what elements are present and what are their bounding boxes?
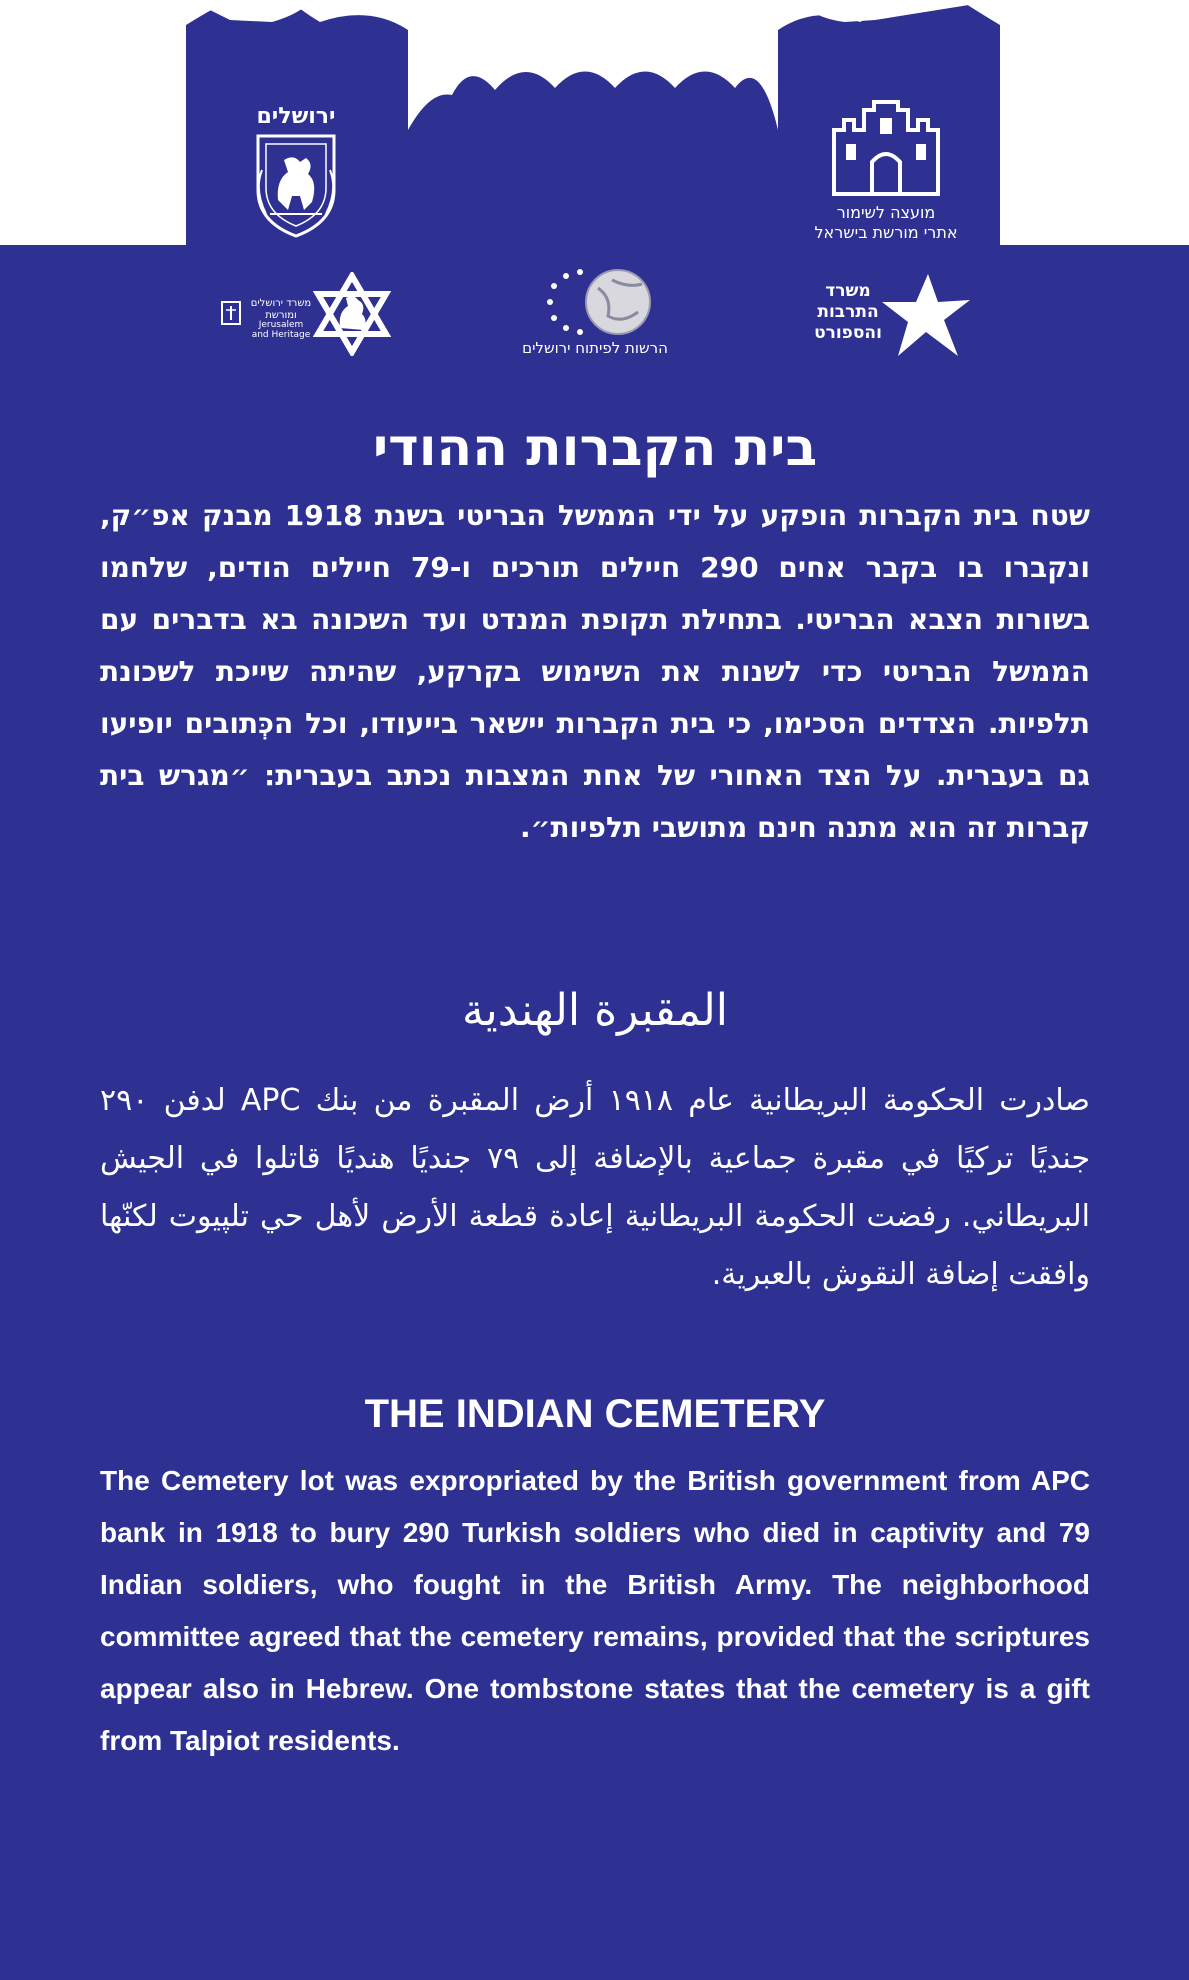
jerusalem-heritage-label-en1-visible: Jerusalem	[258, 320, 304, 330]
hebrew-title: בית הקברות ההודי	[372, 418, 818, 478]
arabic-title: المقبرة الهندية	[461, 985, 729, 1036]
star-of-david-lion-icon	[312, 272, 392, 356]
globe-stars-icon	[542, 268, 654, 340]
development-authority-label: הרשות לפיתוח ירושלים	[522, 339, 668, 357]
hebrew-body: שטח בית הקברות הופקע על ידי הממשל הבריטי בשנת 1918 מבנק אפ״ק, ונקברו בו בקבר אחים 290 חיילים תורכים ו-79 חיילים הודים, שלחמו בשורות הצבא הבריטי. בתחילת תקופת המנדט ועד השכונה בא בדברים עם הממשל הבריטי כדי לשנות את השימוש בקרקע, שהיתה שייכת לשכונת תלפיות. הצדדים הסכימו, כי בית הקברות יישאר בייעודו, וכל הכְּתובים יופיעו גם בעברית. על הצד האחורי של אחת המצבות נכתב בעברית: ״מגרש בית קברות זה הוא מתנה חינם מתושבי תלפיות״.	[100, 499, 1090, 844]
jerusalem-emblem-label: ירושלים	[256, 104, 336, 129]
culture-ministry-label-line1: משרד	[825, 281, 871, 301]
culture-ministry-label-line3: והספורט	[814, 323, 882, 343]
heritage-council-label-line2: אתרי מורשת בישראל	[814, 223, 958, 242]
jerusalem-heritage-label-line1: משרד ירושלים	[250, 298, 312, 309]
jerusalem-heritage-label-en2: and Heritage	[251, 330, 311, 340]
building-gate-icon	[828, 100, 944, 196]
english-body: The Cemetery lot was expropriated by the British government from APC bank in 1918 to bury 290 Turkish soldiers who died in captivity and 79 Indian soldiers, who fought in the British Army. The neighborhood committee agreed that the cemetery remains, provided that the scriptures appear also in Hebrew. One tombstone states that the cemetery is a gift from Talpiot residents.	[100, 1465, 1090, 1756]
culture-ministry-label-line2: התרבות	[817, 302, 879, 322]
jerusalem-lion-emblem-icon	[248, 130, 344, 240]
jerusalem-heritage-label-line2: ומורשת	[265, 310, 297, 321]
state-emblem-icon	[220, 300, 242, 326]
arabic-body: صادرت الحكومة البريطانية عام ١٩١٨ أرض المقبرة من بنك APC لدفن ٢٩٠ جنديًا تركيًا في مقبرة جماعية بالإضافة إلى ٧٩ جنديًا هنديًا قاتلوا في الجيش البريطاني. رفضت الحكومة البريطانية إعادة قطعة الأرض لأهل حي تلپيوت لكنّها وافقت إضافة النقوش بالعبرية.	[100, 1083, 1091, 1292]
english-title: THE INDIAN CEMETERY	[364, 1392, 826, 1436]
star-burst-icon	[880, 272, 972, 360]
heritage-council-label-line1: מועצה לשימור	[836, 203, 936, 222]
